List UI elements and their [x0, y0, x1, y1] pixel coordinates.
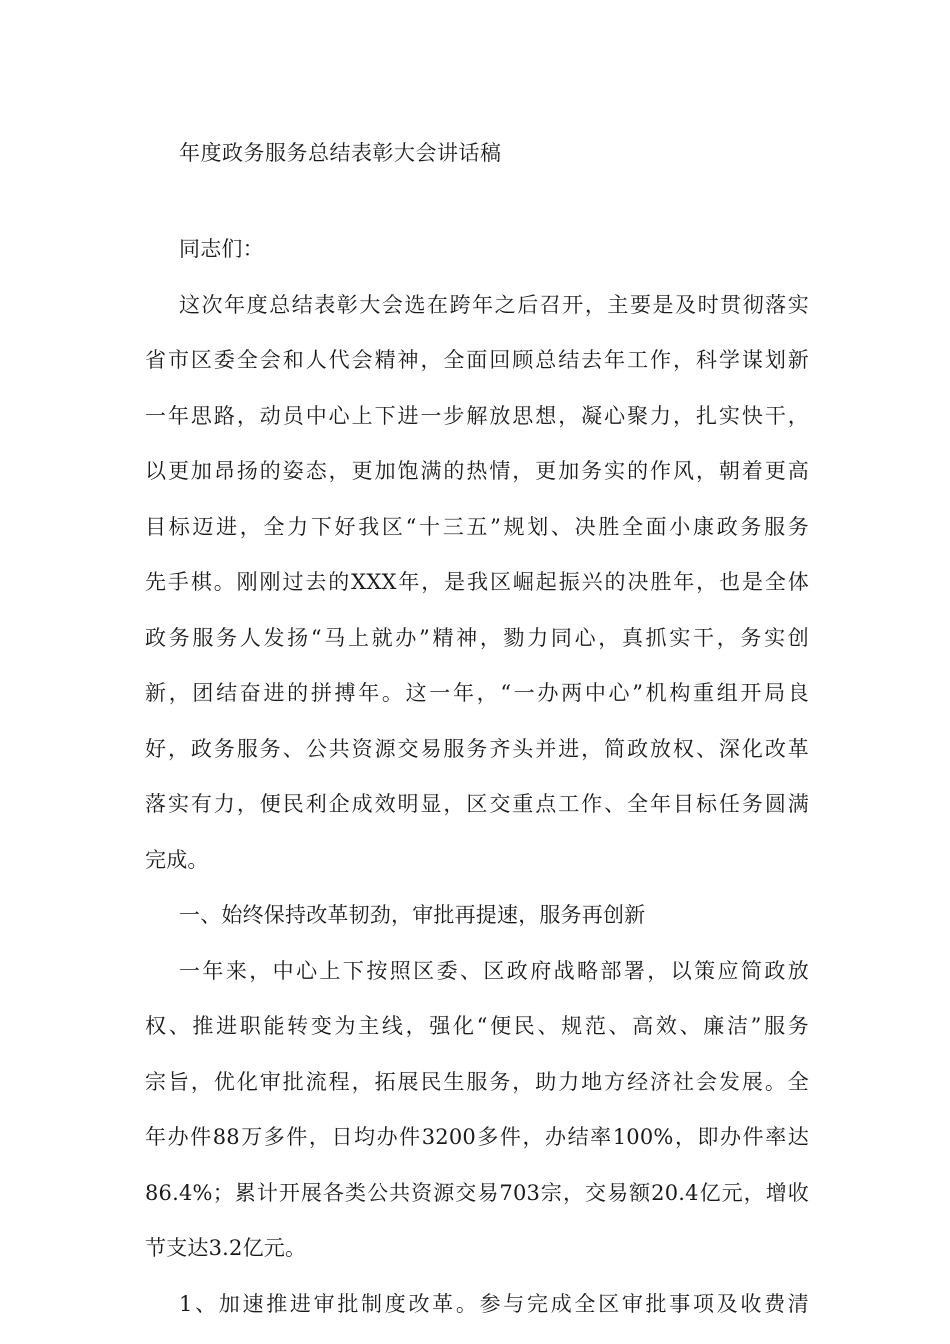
paragraph-line: 好，政务服务、公共资源交易服务齐头并进，简政放权、深化改革 [145, 736, 809, 761]
paragraph-line: 宗旨，优化审批流程，拓展民生服务，助力地方经济社会发展。全 [145, 1069, 809, 1094]
paragraph-line: 权、推进职能转变为主线，强化“便民、规范、高效、廉洁”服务 [145, 1014, 809, 1038]
paragraph-line: 86.4%；累计开展各类公共资源交易703宗，交易额20.4亿元，增收 [145, 1180, 809, 1205]
paragraph-line: 一年来，中心上下按照区委、区政府战略部署，以策应简政放 [179, 958, 809, 983]
document-title: 年度政务服务总结表彰大会讲话稿 [179, 141, 502, 165]
paragraph-line: 政务服务人发扬“马上就办”精神，勠力同心，真抓实干，务实创 [145, 625, 809, 650]
subsection-line: 1、加速推进审批制度改革。参与完成全区审批事项及收费清 [179, 1291, 809, 1316]
section-heading: 一、始终保持改革韧劲，审批再提速，服务再创新 [179, 903, 646, 927]
paragraph-line: 一年思路，动员中心上下进一步解放思想，凝心聚力，扎实快干， [145, 403, 809, 428]
document-body [145, 232, 809, 1342]
paragraph-line: 节支达3.2亿元。 [145, 1236, 307, 1260]
paragraph-line: 先手棋。刚刚过去的XXX年，是我区崛起振兴的决胜年，也是全体 [145, 570, 809, 594]
paragraph-line: 这次年度总结表彰大会选在跨年之后召开，主要是及时贯彻落实 [179, 292, 809, 317]
paragraph-line: 省市区委全会和人代会精神，全面回顾总结去年工作，科学谋划新 [145, 348, 809, 372]
paragraph-line: 落实有力，便民利企成效明显，区交重点工作、全年目标任务圆满 [145, 792, 809, 816]
salutation: 同志们： [179, 237, 264, 261]
paragraph-line: 完成。 [145, 847, 209, 872]
paragraph-line: 年办件88万多件，日均办件3200多件，办结率100%，即办件率达 [145, 1125, 809, 1149]
paragraph-line: 目标迈进，全力下好我区“十三五”规划、决胜全面小康政务服务 [145, 514, 809, 539]
paragraph-line: 以更加昂扬的姿态，更加饱满的热情，更加务实的作风，朝着更高 [145, 459, 809, 483]
paragraph-line: 新，团结奋进的拼搏年。这一年，“一办两中心”机构重组开局良 [145, 681, 809, 705]
